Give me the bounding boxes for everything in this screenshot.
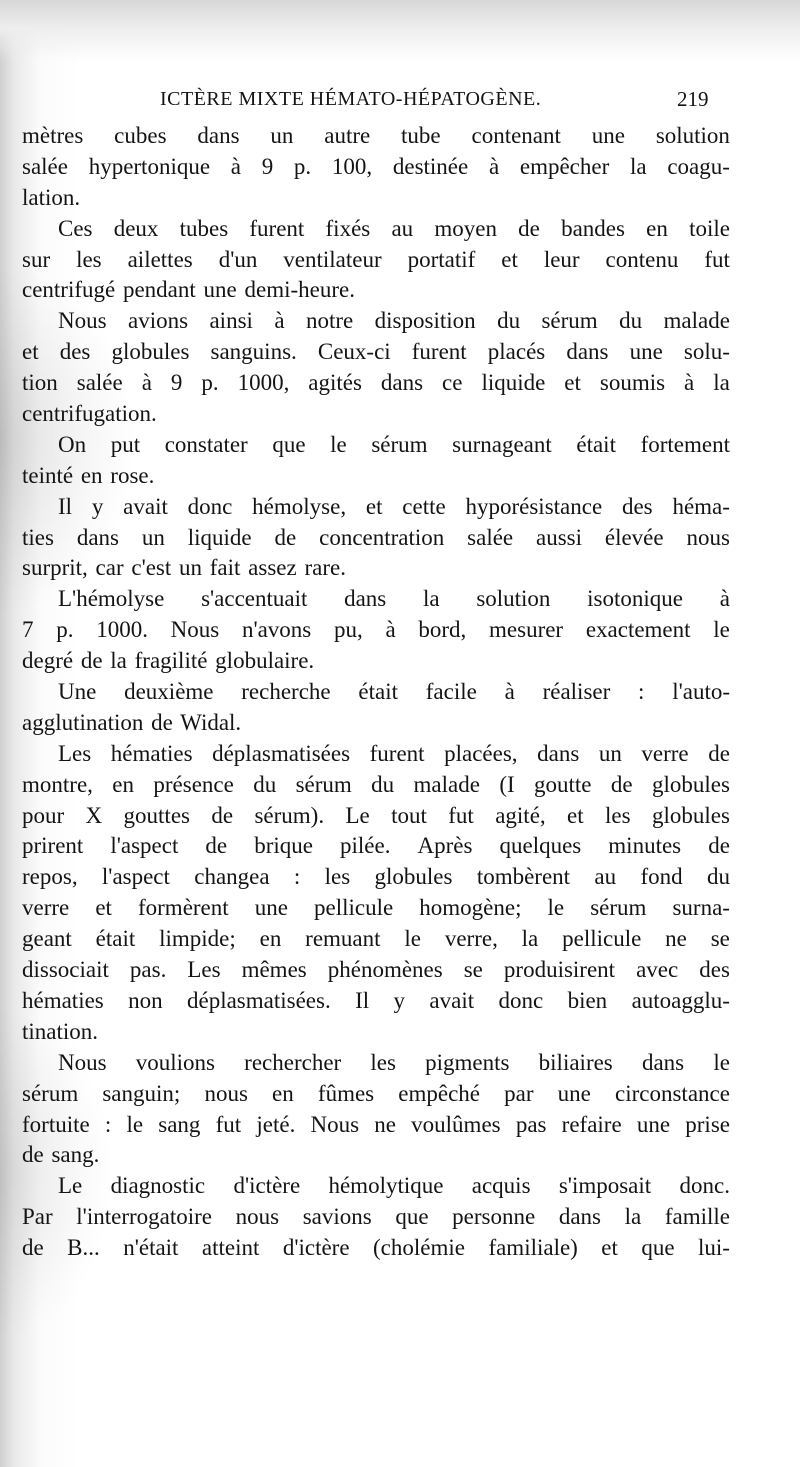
text-line: Ces deux tubes furent fixés au moyen de bandes en toile — [58, 215, 730, 241]
text-line: degré de la fragilité globulaire. — [22, 648, 315, 674]
running-head — [0, 84, 800, 114]
running-title: ICTÈRE MIXTE HÉMATO-HÉPATOGÈNE. — [160, 88, 542, 110]
text-line: On put constater que le sérum surnageant était fortement — [58, 431, 730, 457]
text-line: centrifugation. — [22, 401, 157, 427]
text-line: lation. — [22, 184, 81, 210]
text-line: Les hématies déplasmatisées furent placées, dans un verre de — [58, 740, 730, 766]
text-line: repos, l'aspect changea : les globules tombèrent au fond du — [22, 864, 730, 890]
text-line: surprit, car c'est un fait assez rare. — [22, 555, 346, 581]
text-line: verre et formèrent une pellicule homogène; le sérum surna- — [22, 895, 730, 921]
text-line: sur les ailettes d'un ventilateur portatif et leur contenu fut — [22, 246, 730, 272]
text-line: Une deuxième recherche était facile à réaliser : l'auto- — [58, 679, 730, 705]
text-line: sérum sanguin; nous en fûmes empêché par une circonstance — [22, 1080, 730, 1106]
text-line: mètres cubes dans un autre tube contenant une solution — [22, 123, 730, 148]
text-line: fortuite : le sang fut jeté. Nous ne voulûmes pas refaire une prise — [22, 1111, 730, 1137]
text-line: hématies non déplasmatisées. Il y avait donc bien autoagglu- — [22, 987, 730, 1013]
text-line: prirent l'aspect de brique pilée. Après quelques minutes de — [22, 833, 730, 859]
text-body — [22, 121, 730, 1264]
text-line: montre, en présence du sérum du malade (I goutte de globules — [22, 771, 730, 797]
text-line: tion salée à 9 p. 1000, agités dans ce liquide et soumis à la — [22, 370, 730, 396]
text-line: L'hémolyse s'accentuait dans la solution isotonique à — [58, 586, 730, 612]
text-line: Le diagnostic d'ictère hémolytique acquis s'imposait donc. — [58, 1173, 730, 1199]
text-line: et des globules sanguins. Ceux-ci furent placés dans une solu- — [22, 339, 730, 365]
text-line: Il y avait donc hémolyse, et cette hyporésistance des héma- — [58, 493, 730, 519]
text-line: ties dans un liquide de concentration salée aussi élevée nous — [22, 524, 730, 550]
text-line: teinté en rose. — [22, 462, 155, 488]
text-line: Nous voulions rechercher les pigments biliaires dans le — [58, 1049, 730, 1075]
text-line: geant était limpide; en remuant le verre, la pellicule ne se — [22, 926, 730, 952]
page-number: 219 — [677, 87, 709, 111]
text-line: pour X gouttes de sérum). Le tout fut agité, et les globules — [22, 802, 730, 828]
text-line: centrifugé pendant une demi-heure. — [22, 277, 355, 303]
text-line: 7 p. 1000. Nous n'avons pu, à bord, mesurer exactement le — [22, 617, 730, 643]
text-line: salée hypertonique à 9 p. 100, destinée à empêcher la coagu- — [22, 153, 730, 179]
text-line: tination. — [22, 1018, 99, 1044]
text-line: Par l'interrogatoire nous savions que personne dans la famille — [22, 1204, 730, 1230]
text-line: Nous avions ainsi à notre disposition du sérum du malade — [58, 308, 730, 334]
text-line: de sang. — [22, 1142, 100, 1168]
text-line: dissociait pas. Les mêmes phénomènes se produisirent avec des — [22, 957, 730, 983]
text-line: de B... n'était atteint d'ictère (cholémie familiale) et que lui- — [22, 1235, 730, 1261]
text-line: agglutination de Widal. — [22, 709, 242, 735]
